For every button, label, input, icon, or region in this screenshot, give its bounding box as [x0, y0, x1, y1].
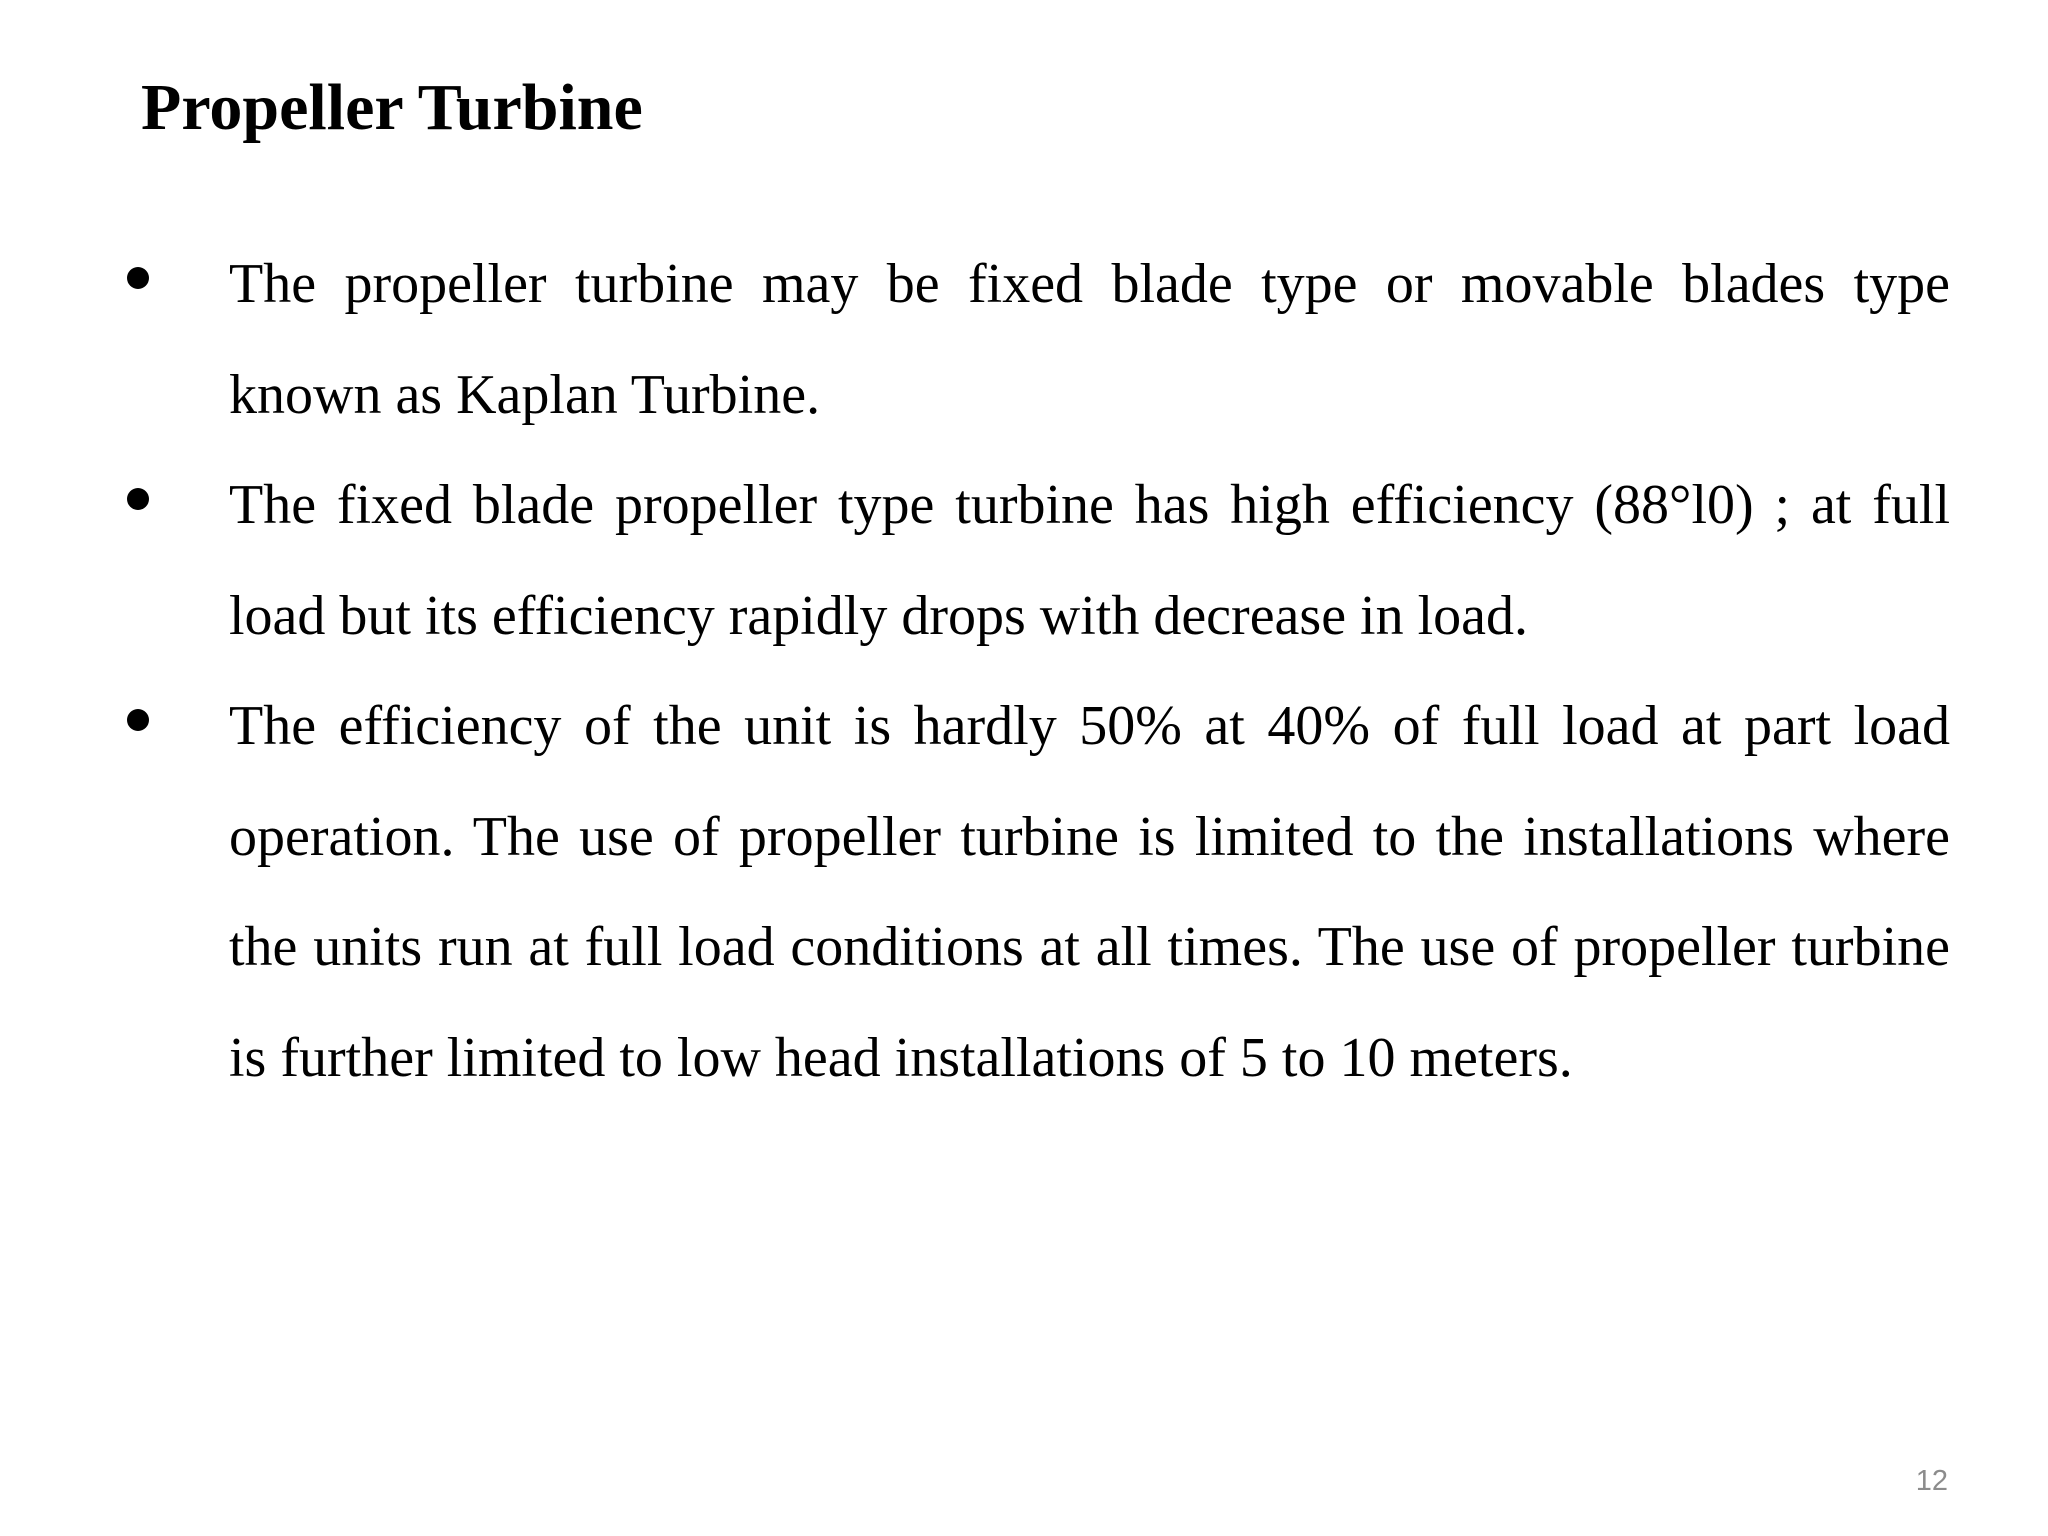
bullet-dot-icon — [127, 267, 149, 289]
bullet-dot-icon — [127, 709, 149, 731]
bullet-text: The efficiency of the unit is hardly 50% at 40% of full load at part load operation. The use of propeller turbine is limited to the installations where the units run at full load conditions at all times. The use of propeller turbine is further limited to low head installations of 5 to 10 meters. — [229, 695, 1950, 1089]
bullet-item — [120, 450, 1950, 671]
bullet-item — [120, 671, 1950, 1113]
bullet-item — [120, 229, 1950, 450]
bullet-dot-icon — [127, 488, 149, 510]
bullet-list — [120, 229, 1950, 1113]
bullet-text: The fixed blade propeller type turbine has high efficiency (88°l0) ; at full load but its efficiency rapidly drops with decrease in load. — [229, 474, 1950, 647]
slide-title: Propeller Turbine — [141, 71, 643, 144]
bullet-text: The propeller turbine may be fixed blade type or movable blades type known as Kaplan Turbine. — [229, 253, 1950, 426]
page-number: 12 — [1915, 1465, 1948, 1497]
